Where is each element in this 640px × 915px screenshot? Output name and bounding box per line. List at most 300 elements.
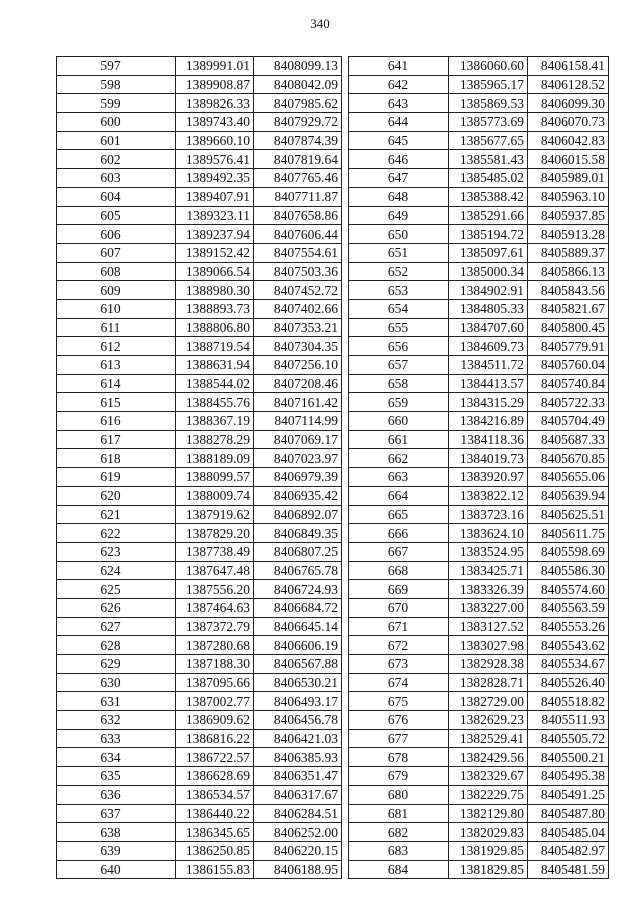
y-coordinate-cell: 8406807.25 [254,542,342,561]
y-coordinate-cell: 8406317.67 [254,785,342,804]
y-coordinate-cell: 8407503.36 [254,262,342,281]
y-coordinate-cell: 8405963.10 [528,187,609,206]
table-row [57,94,342,113]
point-number-cell: 649 [349,206,449,225]
point-number-cell: 625 [57,580,176,599]
table-row [57,393,342,412]
point-number-cell: 664 [349,486,449,505]
y-coordinate-cell: 8406385.93 [254,748,342,767]
table-row [57,692,342,711]
point-number-cell: 598 [57,75,176,94]
x-coordinate-cell: 1382828.71 [449,673,528,692]
y-coordinate-cell: 8406099.30 [528,94,609,113]
y-coordinate-cell: 8405487.80 [528,804,609,823]
table-row [57,617,342,636]
table-row [349,505,609,524]
table-row [57,337,342,356]
point-number-cell: 602 [57,150,176,169]
y-coordinate-cell: 8406421.03 [254,729,342,748]
x-coordinate-cell: 1384413.57 [449,374,528,393]
point-number-cell: 684 [349,860,449,879]
x-coordinate-cell: 1385773.69 [449,113,528,132]
point-number-cell: 597 [57,57,176,76]
point-number-cell: 630 [57,673,176,692]
table-row [349,299,609,318]
table-row [57,486,342,505]
y-coordinate-cell: 8407452.72 [254,281,342,300]
table-row [349,748,609,767]
y-coordinate-cell: 8406892.07 [254,505,342,524]
y-coordinate-cell: 8406849.35 [254,524,342,543]
point-number-cell: 614 [57,374,176,393]
y-coordinate-cell: 8407353.21 [254,318,342,337]
point-number-cell: 632 [57,711,176,730]
point-number-cell: 651 [349,243,449,262]
y-coordinate-cell: 8407402.66 [254,299,342,318]
y-coordinate-cell: 8405511.93 [528,711,609,730]
table-row [57,131,342,150]
x-coordinate-cell: 1387280.68 [176,636,254,655]
x-coordinate-cell: 1386060.60 [449,57,528,76]
x-coordinate-cell: 1387919.62 [176,505,254,524]
point-number-cell: 663 [349,468,449,487]
point-number-cell: 606 [57,225,176,244]
point-number-cell: 666 [349,524,449,543]
table-row [57,542,342,561]
y-coordinate-cell: 8408042.09 [254,75,342,94]
table-row [57,636,342,655]
y-coordinate-cell: 8407114.99 [254,412,342,431]
x-coordinate-cell: 1388544.02 [176,374,254,393]
y-coordinate-cell: 8407023.97 [254,449,342,468]
x-coordinate-cell: 1383822.12 [449,486,528,505]
x-coordinate-cell: 1385388.42 [449,187,528,206]
point-number-cell: 674 [349,673,449,692]
table-row [57,711,342,730]
y-coordinate-cell: 8407819.64 [254,150,342,169]
y-coordinate-cell: 8407554.61 [254,243,342,262]
x-coordinate-cell: 1385869.53 [449,94,528,113]
table-row [57,655,342,674]
table-row [57,243,342,262]
point-number-cell: 671 [349,617,449,636]
x-coordinate-cell: 1382529.41 [449,729,528,748]
y-coordinate-cell: 8405704.49 [528,412,609,431]
table-row [57,598,342,617]
x-coordinate-cell: 1383624.10 [449,524,528,543]
point-number-cell: 613 [57,356,176,375]
table-row [349,524,609,543]
table-row [57,449,342,468]
table-row [349,486,609,505]
table-row [57,187,342,206]
x-coordinate-cell: 1382429.56 [449,748,528,767]
x-coordinate-cell: 1385677.65 [449,131,528,150]
x-coordinate-cell: 1384707.60 [449,318,528,337]
x-coordinate-cell: 1389743.40 [176,113,254,132]
table-row [349,542,609,561]
point-number-cell: 675 [349,692,449,711]
y-coordinate-cell: 8407304.35 [254,337,342,356]
point-number-cell: 636 [57,785,176,804]
point-number-cell: 670 [349,598,449,617]
table-row [349,655,609,674]
table-row [349,262,609,281]
y-coordinate-cell: 8406220.15 [254,841,342,860]
table-row [349,412,609,431]
y-coordinate-cell: 8406456.78 [254,711,342,730]
table-row [57,841,342,860]
table-row [57,673,342,692]
point-number-cell: 679 [349,767,449,786]
table-row [57,299,342,318]
y-coordinate-cell: 8405687.33 [528,430,609,449]
x-coordinate-cell: 1387738.49 [176,542,254,561]
table-row [57,75,342,94]
y-coordinate-cell: 8405843.56 [528,281,609,300]
point-number-cell: 660 [349,412,449,431]
y-coordinate-cell: 8406284.51 [254,804,342,823]
point-number-cell: 611 [57,318,176,337]
x-coordinate-cell: 1386155.83 [176,860,254,879]
point-number-cell: 639 [57,841,176,860]
x-coordinate-cell: 1389152.42 [176,243,254,262]
point-number-cell: 643 [349,94,449,113]
table-row [57,225,342,244]
y-coordinate-cell: 8406979.39 [254,468,342,487]
x-coordinate-cell: 1388893.73 [176,299,254,318]
table-row [349,150,609,169]
point-number-cell: 682 [349,823,449,842]
y-coordinate-cell: 8407765.46 [254,169,342,188]
y-coordinate-cell: 8407929.72 [254,113,342,132]
point-number-cell: 637 [57,804,176,823]
x-coordinate-cell: 1385965.17 [449,75,528,94]
table-row [57,785,342,804]
table-row [349,94,609,113]
y-coordinate-cell: 8405989.01 [528,169,609,188]
x-coordinate-cell: 1385581.43 [449,150,528,169]
x-coordinate-cell: 1384315.29 [449,393,528,412]
y-coordinate-cell: 8406042.83 [528,131,609,150]
y-coordinate-cell: 8405495.38 [528,767,609,786]
x-coordinate-cell: 1386816.22 [176,729,254,748]
table-row [349,785,609,804]
table-row [349,711,609,730]
x-coordinate-cell: 1389323.11 [176,206,254,225]
point-number-cell: 657 [349,356,449,375]
y-coordinate-cell: 8405598.69 [528,542,609,561]
x-coordinate-cell: 1387464.63 [176,598,254,617]
table-row [57,823,342,842]
table-row [349,673,609,692]
x-coordinate-cell: 1381929.85 [449,841,528,860]
table-row [57,505,342,524]
point-number-cell: 635 [57,767,176,786]
point-number-cell: 615 [57,393,176,412]
table-row [349,187,609,206]
x-coordinate-cell: 1385485.02 [449,169,528,188]
y-coordinate-cell: 8405740.84 [528,374,609,393]
x-coordinate-cell: 1382029.83 [449,823,528,842]
table-row [349,169,609,188]
table-row [57,281,342,300]
point-number-cell: 656 [349,337,449,356]
table-row [57,356,342,375]
y-coordinate-cell: 8405639.94 [528,486,609,505]
point-number-cell: 646 [349,150,449,169]
point-number-cell: 678 [349,748,449,767]
x-coordinate-cell: 1384805.33 [449,299,528,318]
y-coordinate-cell: 8406188.95 [254,860,342,879]
x-coordinate-cell: 1386628.69 [176,767,254,786]
y-coordinate-cell: 8405553.26 [528,617,609,636]
x-coordinate-cell: 1384118.36 [449,430,528,449]
point-number-cell: 665 [349,505,449,524]
x-coordinate-cell: 1389492.35 [176,169,254,188]
table-row [349,281,609,300]
y-coordinate-cell: 8405485.04 [528,823,609,842]
point-number-cell: 681 [349,804,449,823]
y-coordinate-cell: 8405481.59 [528,860,609,879]
table-row [349,860,609,879]
point-number-cell: 662 [349,449,449,468]
point-number-cell: 680 [349,785,449,804]
table-row [349,356,609,375]
table-row [349,57,609,76]
point-number-cell: 654 [349,299,449,318]
y-coordinate-cell: 8407069.17 [254,430,342,449]
x-coordinate-cell: 1387372.79 [176,617,254,636]
x-coordinate-cell: 1389826.33 [176,94,254,113]
y-coordinate-cell: 8405670.85 [528,449,609,468]
x-coordinate-cell: 1389908.87 [176,75,254,94]
point-number-cell: 626 [57,598,176,617]
coordinates-table-right [348,56,609,879]
y-coordinate-cell: 8405586.30 [528,561,609,580]
point-number-cell: 668 [349,561,449,580]
table-row [57,374,342,393]
point-number-cell: 644 [349,113,449,132]
point-number-cell: 607 [57,243,176,262]
point-number-cell: 619 [57,468,176,487]
table-row [57,767,342,786]
y-coordinate-cell: 8405821.67 [528,299,609,318]
table-row [349,113,609,132]
x-coordinate-cell: 1388631.94 [176,356,254,375]
y-coordinate-cell: 8406070.73 [528,113,609,132]
y-coordinate-cell: 8405491.25 [528,785,609,804]
table-row [349,804,609,823]
table-row [349,580,609,599]
table-row [349,393,609,412]
table-row [57,57,342,76]
x-coordinate-cell: 1384609.73 [449,337,528,356]
table-row [349,206,609,225]
y-coordinate-cell: 8405800.45 [528,318,609,337]
x-coordinate-cell: 1388455.76 [176,393,254,412]
x-coordinate-cell: 1388980.30 [176,281,254,300]
y-coordinate-cell: 8405722.33 [528,393,609,412]
y-coordinate-cell: 8407256.10 [254,356,342,375]
x-coordinate-cell: 1383127.52 [449,617,528,636]
table-row [349,318,609,337]
point-number-cell: 622 [57,524,176,543]
point-number-cell: 627 [57,617,176,636]
table-row [57,430,342,449]
y-coordinate-cell: 8405625.51 [528,505,609,524]
point-number-cell: 645 [349,131,449,150]
point-number-cell: 601 [57,131,176,150]
table-row [57,468,342,487]
x-coordinate-cell: 1382729.00 [449,692,528,711]
y-coordinate-cell: 8406252.00 [254,823,342,842]
y-coordinate-cell: 8407161.42 [254,393,342,412]
table-row [349,767,609,786]
table-row [349,692,609,711]
table-row [349,636,609,655]
y-coordinate-cell: 8406351.47 [254,767,342,786]
point-number-cell: 648 [349,187,449,206]
y-coordinate-cell: 8405526.40 [528,673,609,692]
x-coordinate-cell: 1389066.54 [176,262,254,281]
point-number-cell: 683 [349,841,449,860]
y-coordinate-cell: 8407874.39 [254,131,342,150]
x-coordinate-cell: 1387556.20 [176,580,254,599]
point-number-cell: 653 [349,281,449,300]
point-number-cell: 673 [349,655,449,674]
y-coordinate-cell: 8405500.21 [528,748,609,767]
x-coordinate-cell: 1384511.72 [449,356,528,375]
x-coordinate-cell: 1383723.16 [449,505,528,524]
x-coordinate-cell: 1386722.57 [176,748,254,767]
table-row [57,150,342,169]
table-row [57,169,342,188]
x-coordinate-cell: 1385291.66 [449,206,528,225]
table-row [349,225,609,244]
table-row [57,860,342,879]
table-row [349,729,609,748]
point-number-cell: 661 [349,430,449,449]
coordinates-table-left [56,56,342,879]
x-coordinate-cell: 1387188.30 [176,655,254,674]
x-coordinate-cell: 1382329.67 [449,767,528,786]
y-coordinate-cell: 8405611.75 [528,524,609,543]
table-row [349,468,609,487]
point-number-cell: 600 [57,113,176,132]
y-coordinate-cell: 8408099.13 [254,57,342,76]
table-row [57,262,342,281]
table-row [349,243,609,262]
x-coordinate-cell: 1388009.74 [176,486,254,505]
point-number-cell: 647 [349,169,449,188]
x-coordinate-cell: 1381829.85 [449,860,528,879]
table-row [57,748,342,767]
x-coordinate-cell: 1382129.80 [449,804,528,823]
point-number-cell: 677 [349,729,449,748]
table-row [349,75,609,94]
table-row [57,580,342,599]
table-row [57,524,342,543]
y-coordinate-cell: 8405534.67 [528,655,609,674]
x-coordinate-cell: 1385194.72 [449,225,528,244]
point-number-cell: 631 [57,692,176,711]
point-number-cell: 610 [57,299,176,318]
table-row [349,449,609,468]
table-row [349,617,609,636]
y-coordinate-cell: 8406684.72 [254,598,342,617]
point-number-cell: 617 [57,430,176,449]
y-coordinate-cell: 8406765.78 [254,561,342,580]
y-coordinate-cell: 8406530.21 [254,673,342,692]
point-number-cell: 672 [349,636,449,655]
point-number-cell: 641 [349,57,449,76]
point-number-cell: 655 [349,318,449,337]
x-coordinate-cell: 1386534.57 [176,785,254,804]
page-number: 340 [310,16,330,31]
table-row [349,430,609,449]
y-coordinate-cell: 8406158.41 [528,57,609,76]
y-coordinate-cell: 8406645.14 [254,617,342,636]
y-coordinate-cell: 8405574.60 [528,580,609,599]
point-number-cell: 599 [57,94,176,113]
y-coordinate-cell: 8406128.52 [528,75,609,94]
x-coordinate-cell: 1389660.10 [176,131,254,150]
y-coordinate-cell: 8407606.44 [254,225,342,244]
point-number-cell: 624 [57,561,176,580]
y-coordinate-cell: 8405866.13 [528,262,609,281]
x-coordinate-cell: 1387647.48 [176,561,254,580]
table-row [57,206,342,225]
table-row [349,823,609,842]
x-coordinate-cell: 1389237.94 [176,225,254,244]
x-coordinate-cell: 1386909.62 [176,711,254,730]
point-number-cell: 650 [349,225,449,244]
x-coordinate-cell: 1383027.98 [449,636,528,655]
table-row [349,337,609,356]
y-coordinate-cell: 8406567.88 [254,655,342,674]
y-coordinate-cell: 8405937.85 [528,206,609,225]
point-number-cell: 605 [57,206,176,225]
y-coordinate-cell: 8405518.82 [528,692,609,711]
point-number-cell: 638 [57,823,176,842]
table-row [57,412,342,431]
x-coordinate-cell: 1386345.65 [176,823,254,842]
x-coordinate-cell: 1383524.95 [449,542,528,561]
y-coordinate-cell: 8405779.91 [528,337,609,356]
point-number-cell: 629 [57,655,176,674]
table-row [349,598,609,617]
table-row [349,561,609,580]
point-number-cell: 652 [349,262,449,281]
table-row [349,374,609,393]
point-number-cell: 628 [57,636,176,655]
x-coordinate-cell: 1387002.77 [176,692,254,711]
y-coordinate-cell: 8405563.59 [528,598,609,617]
point-number-cell: 640 [57,860,176,879]
x-coordinate-cell: 1384019.73 [449,449,528,468]
y-coordinate-cell: 8407658.86 [254,206,342,225]
x-coordinate-cell: 1389991.01 [176,57,254,76]
point-number-cell: 612 [57,337,176,356]
x-coordinate-cell: 1383227.00 [449,598,528,617]
y-coordinate-cell: 8405482.97 [528,841,609,860]
table-row [57,318,342,337]
x-coordinate-cell: 1382229.75 [449,785,528,804]
x-coordinate-cell: 1382928.38 [449,655,528,674]
x-coordinate-cell: 1388099.57 [176,468,254,487]
table-row [57,561,342,580]
